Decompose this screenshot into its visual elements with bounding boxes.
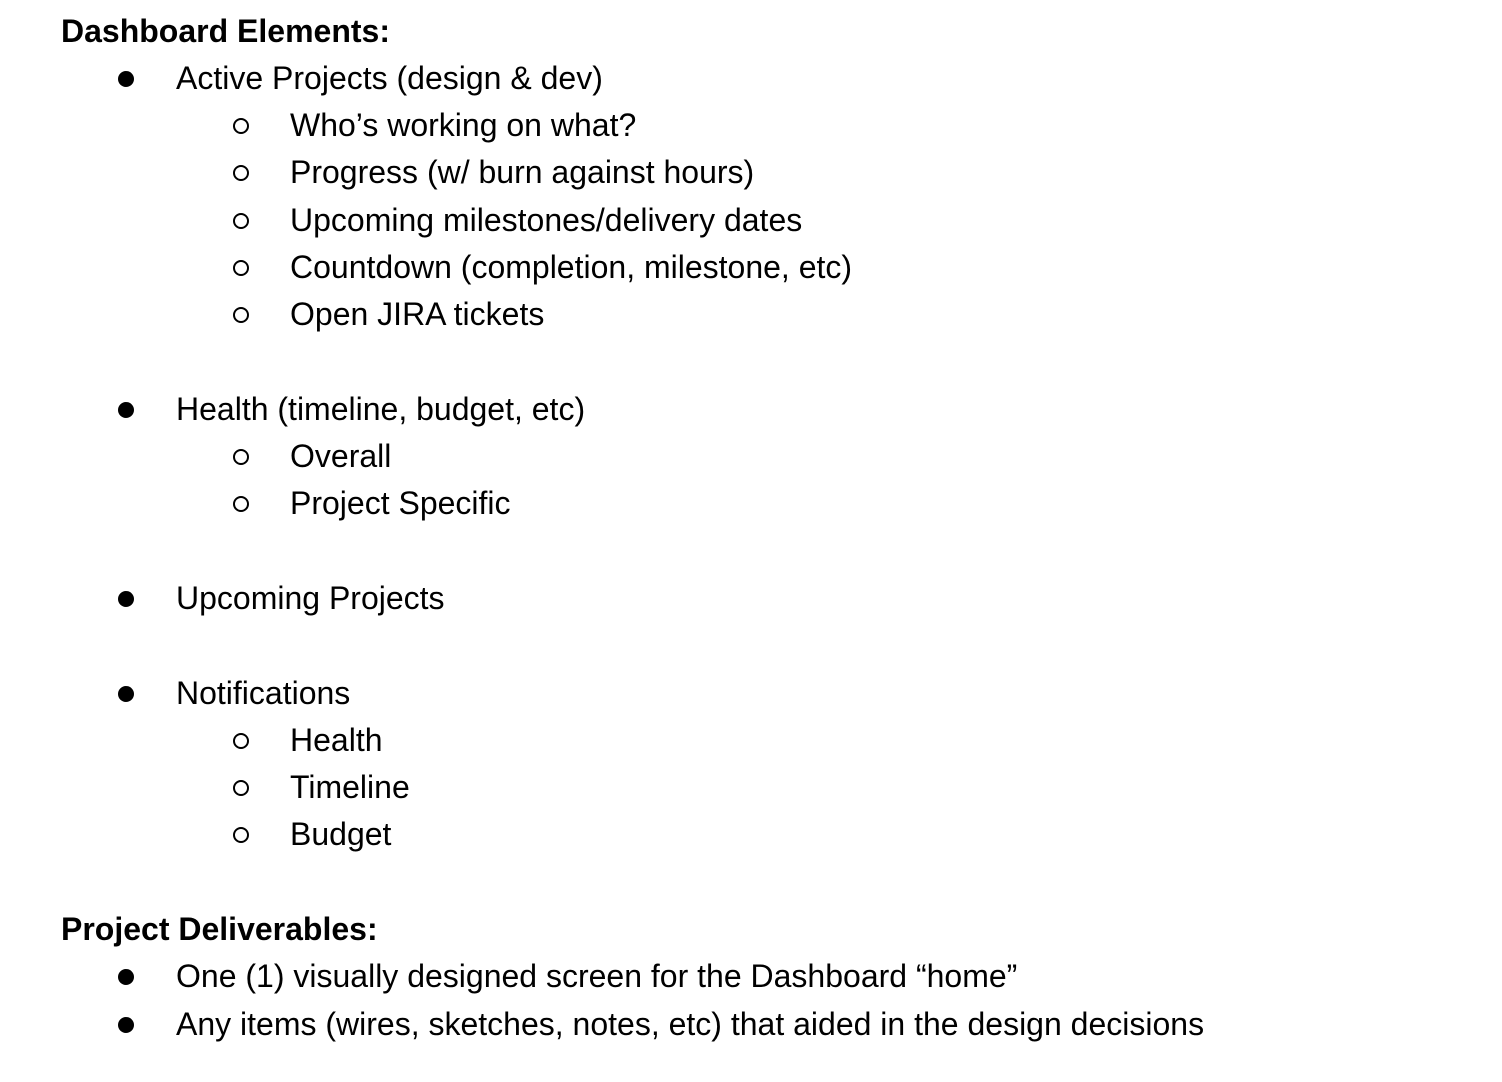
hollow-bullet-icon xyxy=(233,449,249,465)
list-item-label: Health (timeline, budget, etc) xyxy=(176,391,586,427)
hollow-bullet-icon xyxy=(233,496,249,512)
sub-item-progress xyxy=(0,152,1502,192)
filled-bullet-icon xyxy=(118,1017,134,1033)
dashboard-elements-heading: Dashboard Elements: xyxy=(61,13,390,49)
hollow-bullet-icon xyxy=(233,780,249,796)
sub-item-countdown xyxy=(0,247,1502,287)
sub-item-notif-budget xyxy=(0,814,1502,854)
sub-item-jira xyxy=(0,294,1502,334)
filled-bullet-icon xyxy=(118,71,134,87)
sub-item-label: Countdown (completion, milestone, etc) xyxy=(290,249,853,285)
list-item-label: Any items (wires, sketches, notes, etc) that aided in the design decisions xyxy=(176,1006,1205,1042)
filled-bullet-icon xyxy=(118,686,134,702)
filled-bullet-icon xyxy=(118,969,134,985)
hollow-bullet-icon xyxy=(233,307,249,323)
list-item-upcoming-projects xyxy=(0,578,1502,618)
hollow-bullet-icon xyxy=(233,733,249,749)
hollow-bullet-icon xyxy=(233,165,249,181)
sub-item-label: Budget xyxy=(290,816,392,852)
sub-item-label: Overall xyxy=(290,438,392,474)
sub-item-label: Who’s working on what? xyxy=(290,107,637,143)
project-deliverables-heading: Project Deliverables: xyxy=(61,911,378,947)
sub-item-milestones xyxy=(0,200,1502,240)
list-item-notifications xyxy=(0,673,1502,713)
list-item-label: Notifications xyxy=(176,675,351,711)
list-item-label: One (1) visually designed screen for the Dashboard “home” xyxy=(176,958,1018,994)
sub-item-label: Progress (w/ burn against hours) xyxy=(290,154,755,190)
list-item-active-projects xyxy=(0,58,1502,98)
filled-bullet-icon xyxy=(118,402,134,418)
sub-item-project-specific xyxy=(0,483,1502,523)
sub-item-whos-working xyxy=(0,105,1502,145)
deliverable-item-screen xyxy=(0,956,1502,996)
sub-item-notif-health xyxy=(0,720,1502,760)
sub-item-label: Health xyxy=(290,722,383,758)
hollow-bullet-icon xyxy=(233,827,249,843)
list-item-health xyxy=(0,389,1502,429)
sub-item-overall xyxy=(0,436,1502,476)
hollow-bullet-icon xyxy=(233,213,249,229)
sub-item-notif-timeline xyxy=(0,767,1502,807)
sub-item-label: Timeline xyxy=(290,769,410,805)
hollow-bullet-icon xyxy=(233,260,249,276)
sub-item-label: Upcoming milestones/delivery dates xyxy=(290,202,803,238)
hollow-bullet-icon xyxy=(233,118,249,134)
list-item-label: Active Projects (design & dev) xyxy=(176,60,603,96)
sub-item-label: Open JIRA tickets xyxy=(290,296,545,332)
deliverable-item-supporting xyxy=(0,1004,1502,1044)
sub-item-label: Project Specific xyxy=(290,485,511,521)
list-item-label: Upcoming Projects xyxy=(176,580,445,616)
filled-bullet-icon xyxy=(118,591,134,607)
